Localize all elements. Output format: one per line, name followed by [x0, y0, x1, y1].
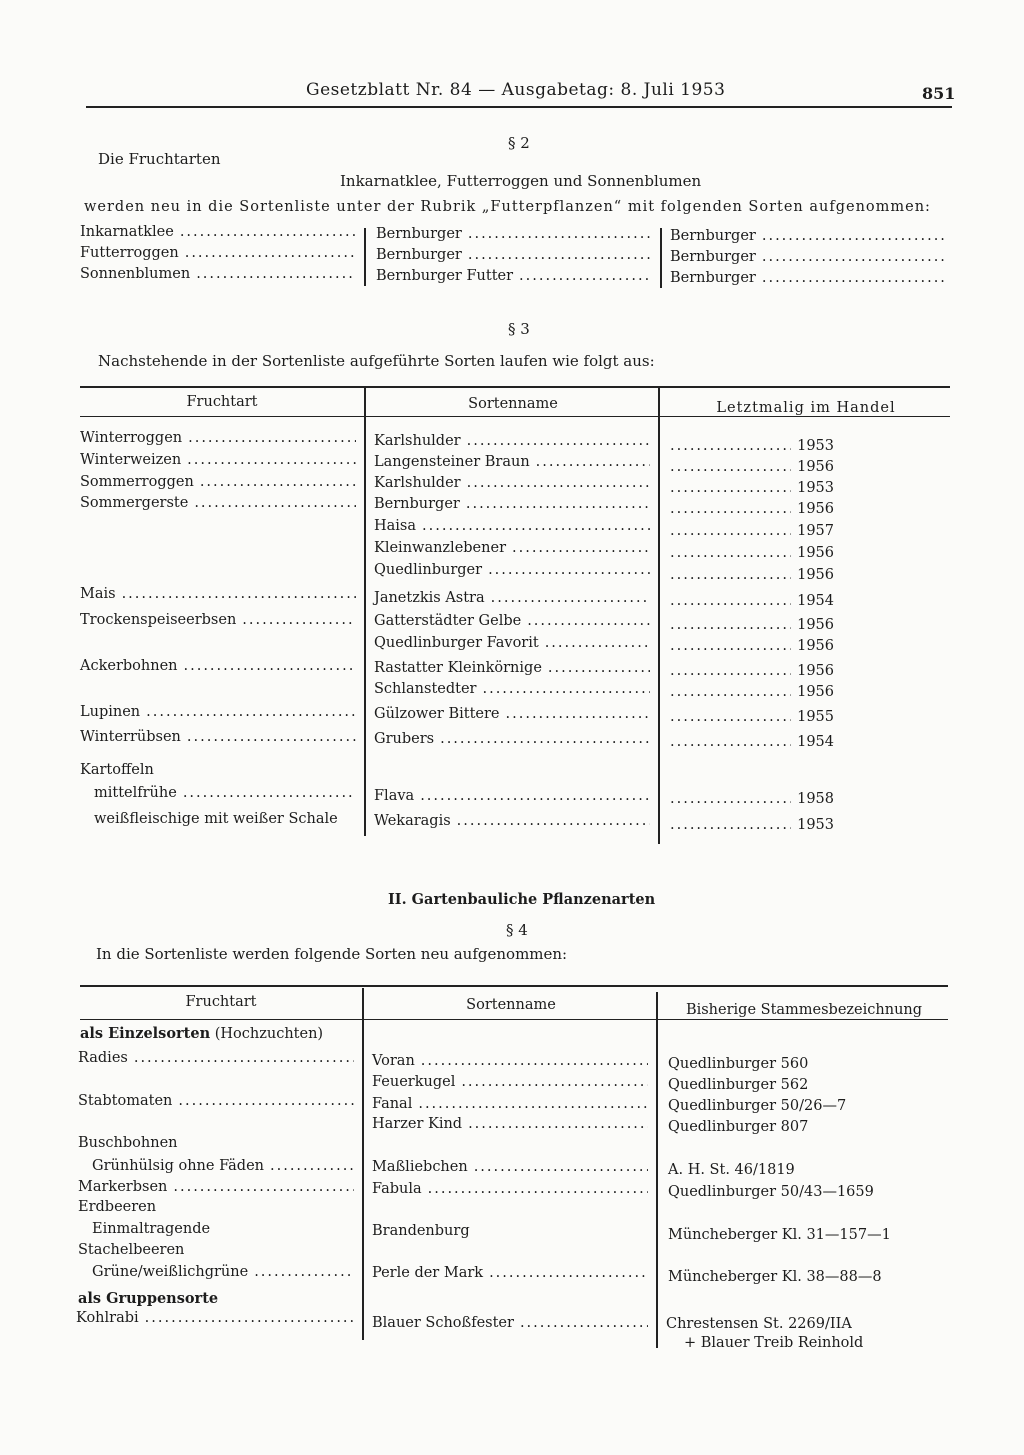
table-cell: ..... 1953 [670, 438, 834, 454]
table-cell: Bernburger ..... [376, 247, 650, 263]
table-cell: Quedlinburger 50/26—7 [668, 1098, 847, 1114]
table-header-rule [80, 1019, 948, 1020]
column-divider [660, 228, 662, 288]
table-cell: + Blauer Treib Reinhold [684, 1335, 864, 1351]
table-row: Buschbohnen [78, 1135, 178, 1151]
table-cell: ..... 1955 [670, 709, 834, 725]
table-row: Markerbsen ..... [78, 1179, 354, 1195]
section3-heading: § 3 [508, 320, 530, 338]
table-row: Sommergerste ..... [80, 495, 356, 511]
table-row: Winterroggen ..... [80, 430, 356, 446]
table-row: Grünhülsig ohne Fäden ..... [92, 1158, 354, 1174]
table-cell: Karlshulder ..... [374, 475, 650, 491]
table-cell: Voran ..... [372, 1053, 648, 1069]
table-cell: ..... 1956 [670, 638, 834, 654]
table-cell: Chrestensen St. 2269/IIA [666, 1316, 852, 1332]
header-rule [86, 106, 952, 108]
table-cell: A. H. St. 46/1819 [668, 1162, 795, 1178]
table-row: Inkarnatklee ..... [80, 224, 356, 240]
section2-text: werden neu in die Sortenliste unter der Rubrik „Futterpflanzen“ mit folgenden Sorten aufgenommen: [84, 199, 931, 215]
table-cell: Schlanstedter ..... [374, 681, 650, 697]
column-divider [364, 228, 366, 286]
table-cell: Harzer Kind ..... [372, 1116, 648, 1132]
table-cell: Gülzower Bittere ..... [374, 706, 650, 722]
table-row: weißfleischige mit weißer Schale [94, 811, 338, 827]
table-cell: Quedlinburger ..... [374, 562, 650, 578]
table-cell: ..... 1958 [670, 791, 834, 807]
table-row: Futterroggen ..... [80, 245, 356, 261]
table-row: Kartoffeln [80, 762, 154, 778]
page-number: 851 [922, 84, 956, 103]
table-row: Radies ..... [78, 1050, 354, 1066]
table-row: Erdbeeren [78, 1199, 157, 1215]
table-row: Kohlrabi ..... [76, 1310, 354, 1326]
table-cell: Müncheberger Kl. 38—88—8 [668, 1269, 882, 1285]
table-cell: Janetzkis Astra ..... [374, 590, 650, 606]
column-header-sortenname: Sortenname [466, 997, 556, 1013]
column-divider [364, 388, 366, 836]
table-cell: Bernburger ..... [376, 226, 650, 242]
table-cell: Langensteiner Braun ..... [374, 454, 650, 470]
column-divider [656, 992, 658, 1348]
table-row: Lupinen ..... [80, 704, 356, 720]
table-cell: Fabula ..... [372, 1181, 648, 1197]
table-cell: Perle der Mark ..... [372, 1265, 648, 1281]
table-row: Trockenspeiseerbsen ..... [80, 612, 356, 628]
section2-intro: Die Fruchtarten [98, 150, 221, 168]
table-cell: ..... 1954 [670, 593, 834, 609]
table-row: Grüne/weißlichgrüne ..... [92, 1264, 354, 1280]
table-cell: Karlshulder ..... [374, 433, 650, 449]
table-cell: ..... 1956 [670, 501, 834, 517]
table-cell: Müncheberger Kl. 31—157—1 [668, 1227, 891, 1243]
table-top-rule [80, 386, 950, 388]
column-header-letztmalig: Letztmalig im Handel [716, 400, 896, 416]
table-cell: Quedlinburger 50/43—1659 [668, 1184, 874, 1200]
column-divider [362, 988, 364, 1340]
table-cell: Quedlinburger Favorit ..... [374, 635, 650, 651]
section3-text: Nachstehende in der Sortenliste aufgeführte Sorten laufen wie folgt aus: [98, 352, 655, 370]
table-cell: Wekaragis ..... [374, 813, 650, 829]
table-row: Einmaltragende [92, 1221, 211, 1237]
table-cell: Bernburger ..... [374, 496, 650, 512]
table-cell: Quedlinburger 807 [668, 1119, 809, 1135]
table-cell: ..... 1956 [670, 459, 834, 475]
table-cell: ..... 1957 [670, 523, 834, 539]
column-header-stammesbezeichnung: Bisherige Stammesbezeichnung [685, 1002, 923, 1018]
table-cell: Blauer Schoßfester ..... [372, 1315, 648, 1331]
table-cell: ..... 1956 [670, 567, 834, 583]
section4-text: In die Sortenliste werden folgende Sorten neu aufgenommen: [96, 945, 568, 963]
table-cell: Bernburger ..... [670, 228, 946, 244]
table-cell: Bernburger ..... [670, 270, 946, 286]
group-label-einzelsorten: als Einzelsorten (Hochzuchten) [80, 1025, 324, 1042]
section2-species: Inkarnatklee, Futterroggen und Sonnenblumen [340, 172, 702, 190]
table-cell: Quedlinburger 560 [668, 1056, 809, 1072]
column-header-fruchtart: Fruchtart [186, 394, 258, 410]
table-cell: Feuerkugel ..... [372, 1074, 648, 1090]
table-cell: ..... 1953 [670, 480, 834, 496]
table-cell: Bernburger ..... [670, 249, 946, 265]
table-cell: Fanal ..... [372, 1096, 648, 1112]
part2-title: II. Gartenbauliche Pflanzenarten [388, 891, 656, 908]
table-cell: Bernburger Futter ..... [376, 268, 650, 284]
table-cell: Gatterstädter Gelbe ..... [374, 613, 650, 629]
table-cell: ..... 1956 [670, 663, 834, 679]
table-top-rule [80, 985, 948, 987]
table-row: Sommerroggen ..... [80, 474, 356, 490]
table-cell: ..... 1954 [670, 734, 834, 750]
table-cell: Brandenburg [372, 1223, 470, 1239]
table-cell: ..... 1956 [670, 545, 834, 561]
table-cell: ..... 1956 [670, 684, 834, 700]
column-header-fruchtart: Fruchtart [185, 994, 257, 1010]
table-cell: Quedlinburger 562 [668, 1077, 809, 1093]
table-cell: ..... 1953 [670, 817, 834, 833]
section4-heading: § 4 [506, 921, 528, 939]
table-header-rule [80, 416, 950, 417]
table-row: Mais ..... [80, 586, 356, 602]
column-header-sortenname: Sortenname [468, 396, 558, 412]
section2-heading: § 2 [508, 134, 530, 152]
group-label-gruppensorte: als Gruppensorte [78, 1290, 219, 1307]
table-row: mittelfrühe ..... [94, 785, 356, 801]
table-cell: Grubers ..... [374, 731, 650, 747]
table-cell: ..... 1956 [670, 617, 834, 633]
table-cell: Haisa ..... [374, 518, 650, 534]
column-divider [658, 388, 660, 844]
table-row: Ackerbohnen ..... [80, 658, 356, 674]
table-row: Winterrübsen ..... [80, 729, 356, 745]
table-row: Winterweizen ..... [80, 452, 356, 468]
table-row: Sonnenblumen ..... [80, 266, 356, 282]
table-row: Stabtomaten ..... [78, 1093, 354, 1109]
page-header-title: Gesetzblatt Nr. 84 — Ausgabetag: 8. Juli 1953 [306, 80, 726, 100]
table-row: Stachelbeeren [78, 1242, 185, 1258]
table-cell: Rastatter Kleinkörnige ..... [374, 660, 650, 676]
table-cell: Kleinwanzlebener ..... [374, 540, 650, 556]
table-cell: Maßliebchen ..... [372, 1159, 648, 1175]
table-cell: Flava ..... [374, 788, 650, 804]
